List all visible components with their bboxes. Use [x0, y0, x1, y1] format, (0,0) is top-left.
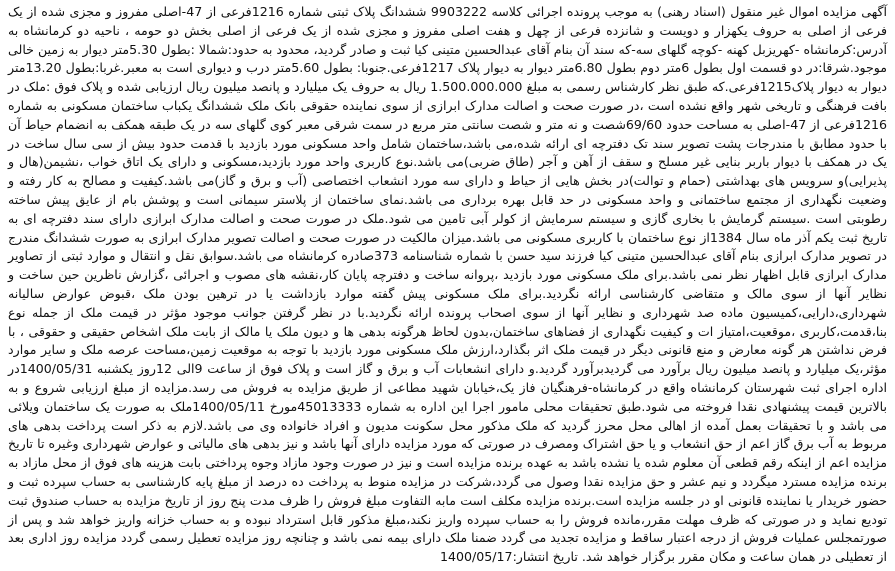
notice-body-text: آگهی مزایده اموال غیر منقول (اسناد رهنی) به موجب پرونده اجرائی کلاسه 9903222 ششدانگ پلاک ثبتی شماره 1216فرعی از 47-اصلی مفروز و مجزی شده از یک فرعی از اصلی به حروف یکهزار و دویست و شانزده فرعی از چهل و هفت اصلی مفروز و مجزی شده از یک فرعی از اصلی بخش دو حومه ، ناحیه دو کرمانشاه به آدرس:کرمانشاه -کهریزبل کهنه -کوچه گلهای سه-که سند آن بنام آقای عبدالحسین متینی کیا ثبت و صادر گردید، محدود به حدود:شمالا :بطول 5.30متر دیوار به زمین خالی موجود.شرقا:در دو قسمت اول بطول 6متر دوم بطول 6.80متر دیوار به دیوار پلاک 1217فرعی.جنوبا: بطول 5.60متر درب و دیواری است به معبر.غربا:بطول 13.20متر دیوار به دیوار پلاک1215فرعی.که طبق نظر کارشناس رسمی به مبلغ 1.500.000.000 ریال به حروف یک میلیارد و پانصد میلیون ریال ارزیابی شده و پلاک فوق :ملک در بافت فرهنگی و تاریخی شهر واقع نشده است ،در صورت صحت و اصالت مدارک ابرازی از سوی نماینده حقوقی بانک ملک ششدانگ یکباب ساختمان مسکونی به شماره 1216فرعی از 47-اصلی به مساحت حدود 69/60شصت و نه متر و شصت سانتی متر مربع در سمت شرقی معبر کوی گلهای سه در یک طبقه همکف به انضمام حیاط آن با حدود مطابق با مندرجات پشت تصویر سند تک دفترچه ای ارائه شده،می باشد،ساختمان شامل واحد مسکونی مورد بازدید با قدمت حدود بیش از سی سال ساخت در یک در همکف با دیوار باربر بنایی غیر مسلح و سقف از آهن و آجر (طاق ضربی)می باشد.نوع کاربری واحد مورد بازدید،مسکونی و دارای یک اتاق خواب ،نشیمن(هال و پذیرایی)و سرویس های بهداشتی (حمام و توالت)در بخش هایی از حیاط و دارای سه مورد انشعاب اختصاصی (آب و برق و گاز)می باشد.کیفیت و مصالح به کار رفته و وضعیت نگهداری از مجتمع ساختمانی و واحد مسکونی در حد قابل بهره برداری می باشد.نمای ساختمان از پلاستر سیمانی است و پوشش بام از عایق پیش ساخته رطوبتی است .سیستم گرمایش با بخاری گازی و سیستم سرمایش از کولر آبی تامین می شود.ملک در صورت صحت و اصالت مدارک ابرازی دارای سند دفترچه ای به تاریخ ثبت یکم آذر ماه سال 1384از نوع ساختمان با کاربری مسکونی می باشد.میزان مالکیت در صورت صحت و اصالت تصویر مدارک ابرازی به صورت ششدانگ مندرج در تصویر مدارک ابرازی بنام آقای عبدالحسین متینی کیا فرزند سید حسن با شماره شناسنامه 373صادره کرمانشاه می باشد.سوابق نقل و انتقال و موارد ثبتی از تصاویر مدارک ابرازی قابل اظهار نظر نمی باشد.برای ملک مسکونی مورد بازدید ،پروانه ساخت و دفترچه پایان کار،نقشه های مصوب و اجرائی ،گزارش ناظرین حین ساخت و نظایر آنها از سوی مالک و متقاضی کارشناسی ارائه نگردید.برای ملک مسکونی پیش گفته موارد بازداشت یا در ترهین بودن ملک ،قبوض عوارض سالیانه شهرداری،دارایی،کمیسیون ماده صد شهرداری و نظایر آنها از سوی اصحاب پرونده ارائه نگردید.با در نظر گرفتن جوانب موجود مؤثر در قیمت ملک از جمله نوع بنا،قدمت،کاربری ،موقعیت،امتیاز ات و کیفیت نگهداری از فضاهای ساختمان،بدون لحاظ هرگونه بدهی ها و دیون ملک یا مالک از بابت ملک اشخاص حقیقی و حقوقی ، با فرض نداشتن هر گونه معارض و منع قانونی دیگر در قیمت ملک اثر بگذارد،ارزش ملک مسکونی مورد بازدید با توجه به موقعیت زمین،مساحت عرصه ملک و سایر موارد مؤثر،یک میلیارد و پانصد میلیون ریال برآورد می گردیدبرآورد گردید.و دارای انشعابات آب و برق و گاز است و پلاک فوق از ساعت 9الی 12روز یکشنبه 1400/05/31در اداره اجرای ثبت شهرستان کرمانشاه واقع در کرمانشاه-فرهنگیان فاز یک،خیابان شهید مطاعی از طریق مزایده به فروش می رسد.مزایده از مبلغ ارزیابی شروع و به بالاترین قیمت پیشنهادی نقدا فروخته می شود.طبق تحقیقات محلی مامور اجرا این اداره به شماره 45013333مورخ 1400/05/11ملک به صورت یک ساختمان ویلائی می باشد و با تحقیقات بعمل آمده از اهالی محل محرز گردید که ملک مذکور محل سکونت مدیون و افراد خانواده وی می باشد.لازم به ذکر است پرداخت بدهی های مربوط به آب برق گاز اعم از حق انشعاب و یا حق اشتراک ومصرف در صورتی که مورد مزایده دارای آنها باشد و نیز بدهی های مالیاتی و عوارض شهرداری وغیره تا تاریخ مزایده اعم از اینکه رقم قطعی آن معلوم شده یا نشده باشد به عهده برنده مزایده است و نیز در صورت وجود مازاد وجوه پرداختی بابت هزینه های فوق از محل مازاد به برنده مزایده مسترد میگردد و نیم عشر و حق مزایده نقدا وصول می گردد،شرکت در مزایده منوط به پرداخت ده درصد از مبلغ پایه کارشناسی به حساب سپرده ثبت و حضور خریدار یا نماینده قانونی او در جلسه مزایده است.برنده مزایده مکلف است مابه التفاوت مبلغ فروش را ظرف مدت پنج روز از تاریخ مزایده به حساب صندوق ثبت تودیع نماید و در صورتی که ظرف مهلت مقرر،مانده فروش را به حساب سپرده واریز نکند،مبلغ مذکور قابل استرداد نبوده و به حساب خزانه واریز خواهد شد و پس از صورتمجلس عملیات فروش از درجه اعتبار ساقط و مزایده تجدید می گردد ضمنا ملک دارای بیمه نمی باشد و چنانچه روز مزایده تعطیل رسمی گردد مزایده روز اداری بعد از تعطیلی در همان ساعت و مکان مقرر برگزار خواهد شد. تاریخ انتشار: [8, 4, 888, 565]
publish-date: 1400/05/17 [439, 549, 513, 565]
